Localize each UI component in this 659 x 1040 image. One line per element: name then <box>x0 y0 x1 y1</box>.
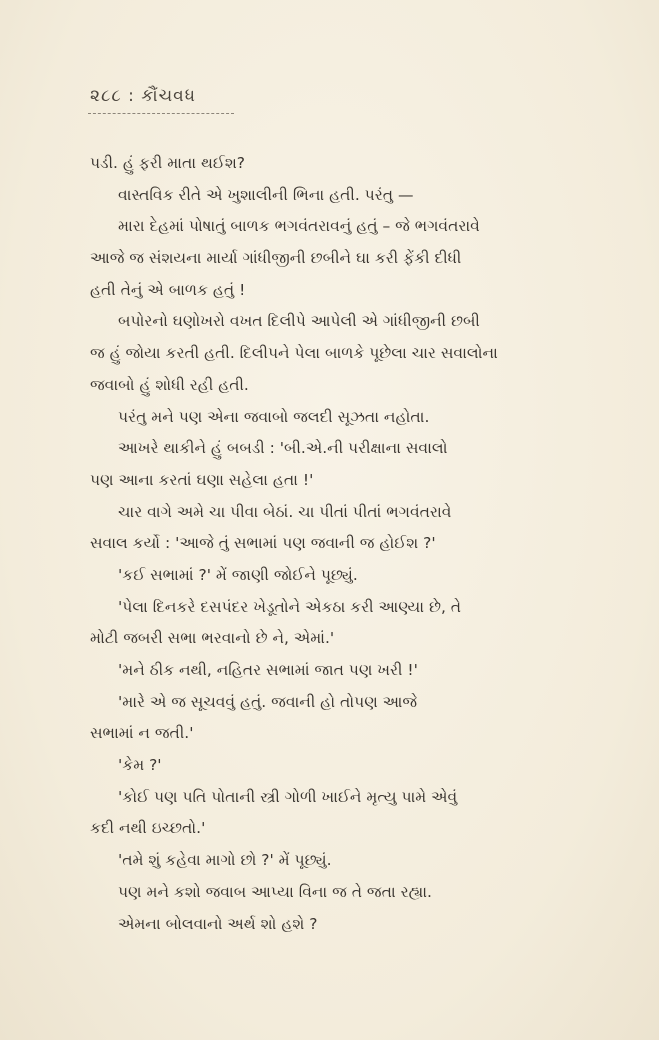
text-line-10: આખરે થાકીને હું બબડી : 'બી.એ.ની પરીક્ષાના સવાલો <box>118 439 448 458</box>
text-line-23: 'તમે શું કહેવા માગો છો ?' મેં પૂછ્યું. <box>118 851 332 870</box>
text-line-19: સભામાં ન જતી.' <box>90 724 194 743</box>
text-line-22: કદી નથી ઇચ્છતો.' <box>90 819 206 838</box>
text-line-5: હતી તેનું એ બાળક હતું ! <box>90 280 246 299</box>
text-line-8: જવાબો હું શોધી રહી હતી. <box>90 375 249 394</box>
text-line-16: મોટી જબરી સભા ભરવાનો છે ને, એમાં.' <box>90 629 335 648</box>
text-line-3: મારા દેહમાં પોષાતું બાળક ભગવંતરાવનું હતું – જે ભગવંતરાવે <box>118 217 480 236</box>
text-line-21: 'કોઈ પણ પતિ પોતાની સ્ત્રી ગોળી ખાઈને મૃત્યુ પામે એવું <box>118 787 458 806</box>
text-line-25: એમના બોલવાનો અર્થ શો હશે ? <box>118 914 318 933</box>
text-line-1: પડી. હું ફરી માતા થઈશ? <box>90 154 246 172</box>
text-line-14: 'કઈ સભામાં ?' મેં જાણી જોઈને પૂછ્યું. <box>118 565 358 584</box>
text-line-18: 'મારે એ જ સૂચવવું હતું. જવાની હો તોપણ આજે <box>118 692 418 711</box>
text-line-20: 'કેમ ?' <box>118 756 162 775</box>
text-line-24: પણ મને કશો જવાબ આપ્યા વિના જ તે જતા રહ્યા. <box>118 882 432 901</box>
page-header: ૨૮૮ : કૌંચવધ <box>90 86 196 106</box>
text-line-15: 'પેલા દિનકરે દસપંદર ખેડૂતોને એકઠા કરી આણ્યા છે, તે <box>118 597 462 616</box>
text-line-2: વાસ્તવિક રીતે એ ખુશાલીની ભિના હતી. પરંતુ — <box>118 185 414 204</box>
text-line-4: આજે જ સંશયના માર્યા ગાંધીજીની છબીને ઘા કરી ફેંકી દીધી <box>90 249 462 268</box>
text-line-17: 'મને ઠીક નથી, નહિતર સભામાં જાત પણ ખરી !' <box>118 661 418 679</box>
text-line-7: જ હું જોયા કરતી હતી. દિલીપને પેલા બાળકે પૂછેલા ચાર સવાલોના <box>90 344 498 363</box>
text-line-6: બપોરનો ઘણોખરો વખત દિલીપે આપેલી એ ગાંધીજીની છબી <box>118 312 480 331</box>
text-line-9: પરંતુ મને પણ એના જવાબો જલદી સૂઝતા નહોતા. <box>118 407 430 426</box>
text-line-12: ચાર વાગે અમે ચા પીવા બેઠાં. ચા પીતાં પીતાં ભગવંતરાવે <box>118 502 452 521</box>
text-line-11: પણ આના કરતાં ઘણા સહેલા હતા !' <box>90 470 314 489</box>
text-line-13: સવાલ કર્યો : 'આજે તું સભામાં પણ જવાની જ હોઈશ ?' <box>90 534 436 553</box>
page-body <box>90 148 590 940</box>
header-divider <box>88 113 234 114</box>
